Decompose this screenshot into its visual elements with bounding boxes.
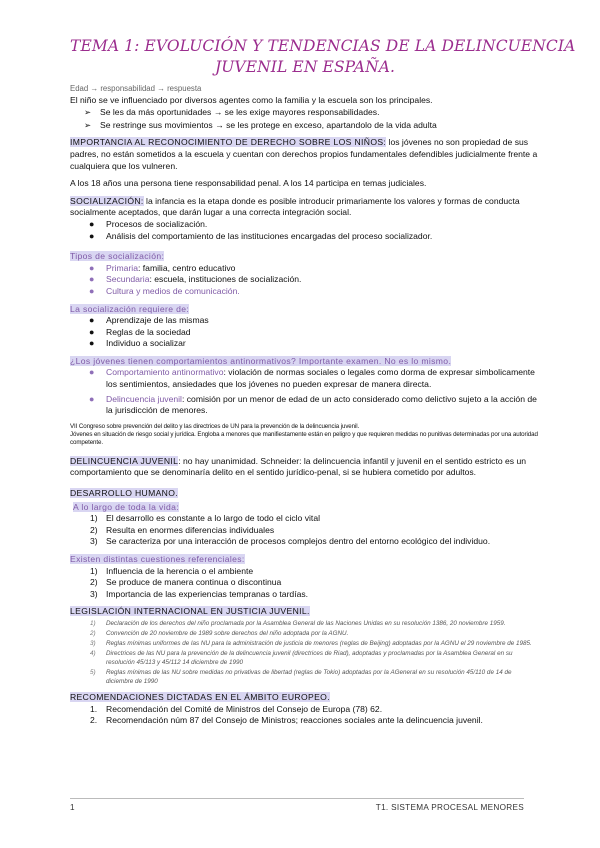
list-item: ● Cultura y medios de comunicación.: [89, 285, 240, 296]
desarrollo-heading: DESARROLLO HUMANO.: [70, 488, 179, 499]
footer-label: T1. SISTEMA PROCESAL MENORES: [375, 803, 524, 812]
list-item: ● Reglas de la sociedad: [89, 326, 191, 337]
list-item: 2) Resulta en enormes diferencias individuales: [90, 524, 275, 535]
arrow-bullet-icon: ➢: [84, 119, 92, 130]
recomendaciones-heading: RECOMENDACIONES DICTADAS EN EL ÁMBITO EUROPEO.: [70, 692, 330, 703]
tipos-heading: Tipos de socialización:: [70, 251, 165, 262]
title-line-2: JUVENIL EN ESPAÑA.: [214, 58, 396, 76]
list-item: ● Secundaria: escuela, instituciones de socialización.: [89, 274, 302, 285]
desarrollo-list: [70, 513, 540, 548]
bullet-icon: ●: [89, 218, 95, 229]
list-item: 3) Importancia de las experiencias tempranas o tardías.: [90, 588, 309, 599]
list-item: ● Individuo a socializar: [89, 338, 186, 349]
socializacion-heading: SOCIALIZACIÓN:: [70, 195, 144, 206]
bullet-icon: ●: [89, 367, 95, 378]
list-item: ● Comportamiento antinormativo: violación de normas sociales o legales como dorma de expresar simbolicamente los sentimientos, ansiedades que los jóvenes no pueden expresar de manera directa.: [89, 367, 535, 390]
title-line-1: TEMA 1: EVOLUCIÓN Y TENDENCIAS DE LA DELINCUENCIA: [70, 37, 576, 55]
meta-line: Edad → responsabilidad → respuesta: [70, 84, 202, 93]
legislacion-list: [70, 620, 540, 686]
bullet-icon: ●: [89, 230, 95, 241]
list-item: ➢ Se restringe sus movimientos → se les protege en exceso, apartandolo de la vida adulta: [84, 119, 437, 130]
page-title: [70, 36, 576, 78]
list-item: ● Análisis del comportamiento de las instituciones encargadas del proceso socializador.: [89, 230, 433, 241]
page-number: 1: [70, 803, 75, 812]
socializacion-list: [70, 219, 540, 242]
list-item: 3) Se caracteriza por una interacción de procesos complejos dentro del entorno ecológico del individuo.: [90, 536, 491, 547]
recomendaciones-list: [70, 704, 540, 727]
bullet-icon: ●: [89, 262, 95, 273]
pregunta-heading: ¿Los jóvenes tienen comportamientos antinormativos? Importante examen. No es lo mismo.: [70, 355, 452, 366]
list-item: 1) Declaración de los derechos del niño proclamada por la Asamblea General de las Naciones Unidas en su resolución 1386, 20 noviembre 1959.: [90, 619, 506, 627]
list-item: 4) Directrices de las NU para la prevención de la delincuencia juvenil (directrices de Riad), adoptadas y proclamadas por la Asamblea General en su resolución 45/113 y 45/112 14 diciembre de 1990: [90, 650, 513, 666]
bullet-icon: ●: [89, 274, 95, 285]
list-item: 5) Reglas mínimas de las NU sobre medidas no privativas de libertad (reglas de Tokio) adoptadas por la AGeneral en su resolución 45/110 de 14 de diciembre de 1990: [90, 668, 512, 685]
bullet-icon: ●: [89, 285, 95, 296]
list-item: 1. Recomendación del Comité de Ministros del Consejo de Europa (78) 62.: [90, 703, 383, 714]
congreso-line-2: Jóvenes en situación de riesgo social y jurídica. Engloba a menores que manifiestamente están en peligro y que requieren medidas no punitivas determinadas por una autoridad competente.: [70, 430, 538, 446]
bullet-icon: ●: [89, 326, 95, 337]
legislacion-heading: LEGISLACIÓN INTERNACIONAL EN JUSTICIA JUVENIL.: [70, 606, 310, 617]
bullet-icon: ●: [89, 315, 95, 326]
tipos-list: [70, 263, 540, 298]
requiere-list: [70, 315, 540, 350]
list-item: 2) Se produce de manera continua o discontinua: [90, 577, 282, 588]
list-item: 2. Recomendación núm 87 del Consejo de Ministros; reacciones sociales ante la delincuencia juvenil.: [90, 715, 483, 726]
list-item: 3) Reglas mínimas uniformes de las NU para la administración de justicia de menores (reglas de Beijing) adoptadas por la AGNU el 29 noviembre de 1985.: [90, 640, 532, 648]
list-item: ● Primaria: familia, centro educativo: [89, 262, 236, 273]
intro-text: El niño se ve influenciado por diversos agentes como la familia y la escuela son los principales.: [70, 94, 433, 105]
list-item: ● Aprendizaje de las mismas: [89, 315, 209, 326]
arrow-bullet-icon: ➢: [84, 107, 92, 118]
pregunta-list: [70, 367, 540, 416]
list-item: 1) Influencia de la herencia o el ambiente: [90, 565, 254, 576]
list-item: ● Procesos de socialización.: [89, 218, 208, 229]
list-item: ➢ Se les da más oportunidades → se les exige mayores responsabilidades.: [84, 107, 380, 118]
delincuencia-paragraph: DELINCUENCIA JUVENIL: no hay unanimidad. Schneider: la delincuencia infantil y juvenil en el sentido estricto es un comportamiento que se denominaría delito en el sentido jurídico-penal, si se hubiera cometido por adultos.: [70, 455, 527, 478]
derecho-heading: IMPORTANCIA AL RECONOCIMIENTO DE DERECHO SOBRE LOS NIÑOS:: [70, 137, 387, 148]
derecho-paragraph: IMPORTANCIA AL RECONOCIMIENTO DE DERECHO SOBRE LOS NIÑOS: los jóvenes no son propiedad de sus padres, no están sometidos a la escuela y cuentan con derechos propios fundamentales defendibles judicialmente frente a cualquiera que los vulneren.: [70, 137, 538, 171]
cuestiones-heading: Existen distintas cuestiones referenciales:: [70, 554, 245, 564]
document-page: [70, 36, 576, 727]
congreso-line-1: VII Congreso sobre prevención del delito y las directrices de UN para la prevención de la delincuencia juvenil.: [70, 422, 360, 430]
desarrollo-sub: A lo largo de toda la vida:: [73, 501, 179, 512]
intro-list: [70, 107, 540, 131]
edades-paragraph: A los 18 años una persona tiene responsabilidad penal. A los 14 participa en temas judiciales.: [70, 178, 427, 189]
bullet-icon: ●: [89, 393, 95, 404]
list-item: 1) El desarrollo es constante a lo largo de todo el ciclo vital: [90, 513, 321, 524]
delincuencia-heading: DELINCUENCIA JUVENIL: [70, 455, 179, 466]
requiere-heading: La socialización requiere de:: [70, 303, 190, 314]
cuestiones-list: [70, 566, 540, 601]
bullet-icon: ●: [89, 338, 95, 349]
page-footer: [70, 798, 524, 812]
socializacion-paragraph: SOCIALIZACIÓN: la infancia es la etapa donde es posible introducir primariamente los valores y formas de conducta socialmente aceptados, que darán lugar a una correcta integración social.: [70, 195, 520, 218]
list-item: 2) Convención de 20 noviembre de 1989 sobre derechos del niño adoptada por la AGNU.: [90, 630, 349, 638]
list-item: ● Delincuencia juvenil: comisión por un menor de edad de un acto considerado como delictivo sujeto a la acción de la jurisdicción de menores.: [89, 393, 537, 416]
